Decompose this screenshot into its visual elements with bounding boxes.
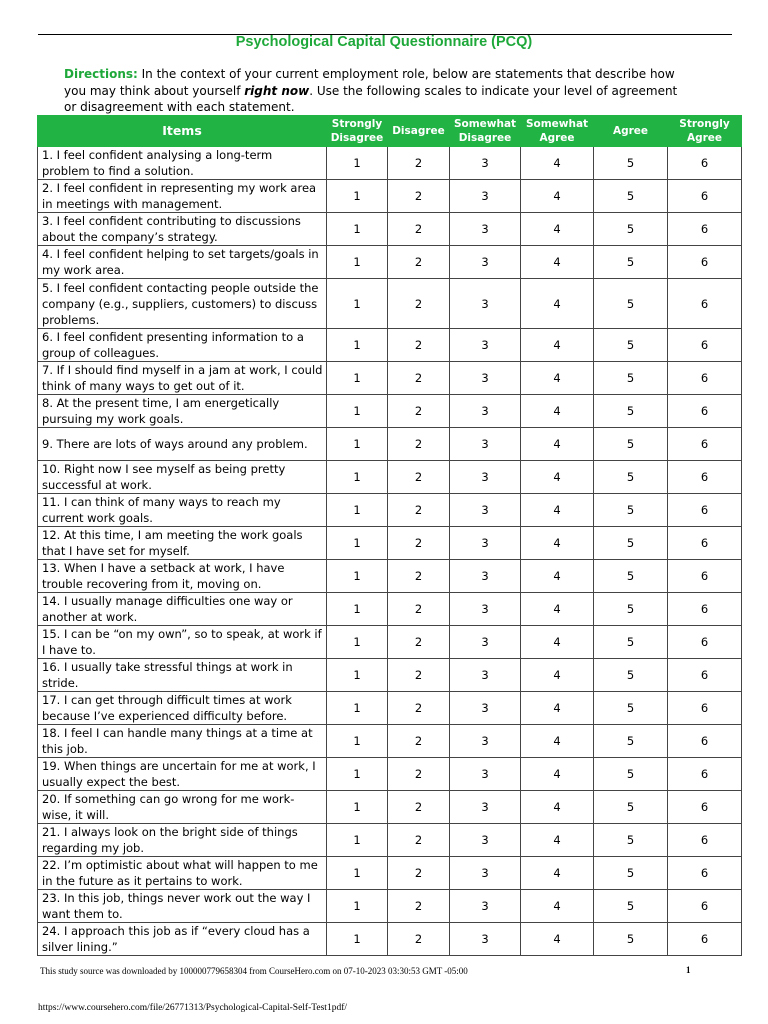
rating-option[interactable]: 2: [388, 593, 450, 626]
item-statement: 5. I feel confident contacting people outside the company (e.g., suppliers, customers) to discuss problems.: [38, 279, 327, 329]
rating-option[interactable]: 5: [594, 626, 668, 659]
table-row: [38, 279, 742, 329]
rating-option[interactable]: 6: [668, 560, 742, 593]
item-statement: 22. I’m optimistic about what will happen to me in the future as it pertains to work.: [38, 857, 327, 890]
directions-part2: . Use the following scales to indicate your level of agreement or disagreement with each statement.: [64, 83, 678, 114]
rating-option[interactable]: 4: [521, 626, 594, 659]
rating-option[interactable]: 4: [521, 279, 594, 329]
page-number: 1: [686, 965, 691, 975]
item-statement: 12. At this time, I am meeting the work goals that I have set for myself.: [38, 527, 327, 560]
rating-option[interactable]: 6: [668, 692, 742, 725]
rating-option[interactable]: 4: [521, 147, 594, 180]
rating-option[interactable]: 3: [450, 428, 521, 461]
rating-option[interactable]: 2: [388, 428, 450, 461]
rating-option[interactable]: 3: [450, 494, 521, 527]
rating-option[interactable]: 1: [327, 213, 388, 246]
table-row: [38, 362, 742, 395]
rating-option[interactable]: 4: [521, 923, 594, 956]
rating-option[interactable]: 5: [594, 494, 668, 527]
rating-option[interactable]: 4: [521, 791, 594, 824]
rating-option[interactable]: 1: [327, 395, 388, 428]
rating-option[interactable]: 3: [450, 725, 521, 758]
item-statement: 11. I can think of many ways to reach my current work goals.: [38, 494, 327, 527]
rating-option[interactable]: 3: [450, 791, 521, 824]
rating-option[interactable]: 3: [450, 395, 521, 428]
item-statement: 9. There are lots of ways around any problem.: [38, 428, 327, 461]
table-row: [38, 395, 742, 428]
rating-option[interactable]: 2: [388, 461, 450, 494]
item-statement: 17. I can get through difficult times at work because I’ve experienced difficulty before.: [38, 692, 327, 725]
rating-option[interactable]: 4: [521, 560, 594, 593]
rating-option[interactable]: 6: [668, 279, 742, 329]
rating-option[interactable]: 5: [594, 329, 668, 362]
rating-option[interactable]: 6: [668, 246, 742, 279]
rating-option[interactable]: 2: [388, 213, 450, 246]
download-source-note: This study source was downloaded by 100000779658304 from CourseHero.com on 07-10-2023 03:30:53 GMT -05:00: [40, 966, 468, 976]
rating-option[interactable]: 4: [521, 659, 594, 692]
rating-option[interactable]: 1: [327, 527, 388, 560]
table-row: [38, 791, 742, 824]
table-row: [38, 527, 742, 560]
rating-option[interactable]: 2: [388, 890, 450, 923]
scale-header-agree: Agree: [594, 116, 668, 147]
rating-option[interactable]: 6: [668, 593, 742, 626]
rating-option[interactable]: 4: [521, 725, 594, 758]
rating-option[interactable]: 4: [521, 461, 594, 494]
rating-option[interactable]: 4: [521, 329, 594, 362]
rating-option[interactable]: 1: [327, 692, 388, 725]
page-title: Psychological Capital Questionnaire (PCQ): [235, 34, 533, 50]
rating-option[interactable]: 3: [450, 890, 521, 923]
table-row: [38, 593, 742, 626]
rating-option[interactable]: 6: [668, 791, 742, 824]
table-header-row: [38, 116, 742, 147]
rating-option[interactable]: 1: [327, 791, 388, 824]
scale-header-somewhat-agree: Somewhat Agree: [521, 116, 594, 147]
table-row: [38, 180, 742, 213]
rating-option[interactable]: 6: [668, 362, 742, 395]
rating-option[interactable]: 1: [327, 824, 388, 857]
rating-option[interactable]: 5: [594, 180, 668, 213]
rating-option[interactable]: 2: [388, 791, 450, 824]
rating-option[interactable]: 6: [668, 890, 742, 923]
rating-option[interactable]: 2: [388, 527, 450, 560]
rating-option[interactable]: 3: [450, 824, 521, 857]
rating-option[interactable]: 5: [594, 279, 668, 329]
rating-option[interactable]: 5: [594, 824, 668, 857]
table-row: [38, 560, 742, 593]
items-column-header: Items: [38, 116, 327, 147]
table-row: [38, 147, 742, 180]
table-row: [38, 857, 742, 890]
table-row: [38, 213, 742, 246]
rating-option[interactable]: 3: [450, 593, 521, 626]
rating-option[interactable]: 5: [594, 527, 668, 560]
table-row: [38, 758, 742, 791]
rating-option[interactable]: 5: [594, 428, 668, 461]
rating-option[interactable]: 3: [450, 527, 521, 560]
item-statement: 23. In this job, things never work out the way I want them to.: [38, 890, 327, 923]
scale-header-somewhat-disagree: Somewhat Disagree: [450, 116, 521, 147]
rating-option[interactable]: 5: [594, 147, 668, 180]
rating-option[interactable]: 2: [388, 494, 450, 527]
rating-option[interactable]: 3: [450, 279, 521, 329]
rating-option[interactable]: 3: [450, 857, 521, 890]
rating-option[interactable]: 6: [668, 147, 742, 180]
rating-option[interactable]: 3: [450, 692, 521, 725]
rating-option[interactable]: 6: [668, 213, 742, 246]
table-row: [38, 428, 742, 461]
rating-option[interactable]: 5: [594, 857, 668, 890]
rating-option[interactable]: 1: [327, 246, 388, 279]
rating-option[interactable]: 1: [327, 147, 388, 180]
rating-option[interactable]: 4: [521, 527, 594, 560]
table-row: [38, 692, 742, 725]
rating-option[interactable]: 6: [668, 428, 742, 461]
rating-option[interactable]: 5: [594, 791, 668, 824]
rating-option[interactable]: 6: [668, 923, 742, 956]
item-statement: 20. If something can go wrong for me work-wise, it will.: [38, 791, 327, 824]
rating-option[interactable]: 4: [521, 593, 594, 626]
rating-option[interactable]: 2: [388, 857, 450, 890]
item-statement: 21. I always look on the bright side of things regarding my job.: [38, 824, 327, 857]
rating-option[interactable]: 5: [594, 659, 668, 692]
rating-option[interactable]: 3: [450, 461, 521, 494]
rating-option[interactable]: 4: [521, 494, 594, 527]
item-statement: 19. When things are uncertain for me at work, I usually expect the best.: [38, 758, 327, 791]
rating-option[interactable]: 3: [450, 758, 521, 791]
item-statement: 3. I feel confident contributing to discussions about the company’s strategy.: [38, 213, 327, 246]
rating-option[interactable]: 2: [388, 279, 450, 329]
rating-option[interactable]: 6: [668, 461, 742, 494]
rating-option[interactable]: 1: [327, 428, 388, 461]
item-statement: 18. I feel I can handle many things at a time at this job.: [38, 725, 327, 758]
rating-option[interactable]: 4: [521, 857, 594, 890]
rating-option[interactable]: 5: [594, 213, 668, 246]
rating-option[interactable]: 6: [668, 527, 742, 560]
rating-option[interactable]: 1: [327, 560, 388, 593]
rating-option[interactable]: 5: [594, 725, 668, 758]
rating-option[interactable]: 2: [388, 824, 450, 857]
rating-option[interactable]: 1: [327, 626, 388, 659]
rating-option[interactable]: 6: [668, 758, 742, 791]
rating-option[interactable]: 4: [521, 824, 594, 857]
rating-option[interactable]: 3: [450, 180, 521, 213]
rating-option[interactable]: 6: [668, 824, 742, 857]
rating-option[interactable]: 1: [327, 659, 388, 692]
scale-header-strongly-agree: Strongly Agree: [668, 116, 742, 147]
table-row: [38, 461, 742, 494]
rating-option[interactable]: 3: [450, 626, 521, 659]
rating-option[interactable]: 6: [668, 329, 742, 362]
rating-option[interactable]: 3: [450, 213, 521, 246]
rating-option[interactable]: 5: [594, 246, 668, 279]
rating-option[interactable]: 2: [388, 626, 450, 659]
item-statement: 13. When I have a setback at work, I have trouble recovering from it, moving on.: [38, 560, 327, 593]
rating-option[interactable]: 1: [327, 362, 388, 395]
rating-option[interactable]: 6: [668, 626, 742, 659]
rating-option[interactable]: 2: [388, 758, 450, 791]
scale-header-strongly-disagree: Strongly Disagree: [327, 116, 388, 147]
scale-header-disagree: Disagree: [388, 116, 450, 147]
rating-option[interactable]: 2: [388, 659, 450, 692]
rating-option[interactable]: 6: [668, 725, 742, 758]
item-statement: 8. At the present time, I am energetically pursuing my work goals.: [38, 395, 327, 428]
rating-option[interactable]: 3: [450, 147, 521, 180]
table-row: [38, 626, 742, 659]
item-statement: 24. I approach this job as if “every cloud has a silver lining.”: [38, 923, 327, 956]
rating-option[interactable]: 4: [521, 692, 594, 725]
rating-option[interactable]: 3: [450, 659, 521, 692]
rating-option[interactable]: 3: [450, 923, 521, 956]
directions-text: [64, 66, 684, 116]
table-row: [38, 494, 742, 527]
rating-option[interactable]: 4: [521, 180, 594, 213]
rating-option[interactable]: 3: [450, 362, 521, 395]
table-row: [38, 329, 742, 362]
item-statement: 14. I usually manage difficulties one way or another at work.: [38, 593, 327, 626]
directions-part1: In the context of your current employment role, below are statements that describe how you may think about yourself: [64, 67, 675, 98]
item-statement: 7. If I should find myself in a jam at work, I could think of many ways to get out of it.: [38, 362, 327, 395]
rating-option[interactable]: 5: [594, 890, 668, 923]
rating-option[interactable]: 5: [594, 560, 668, 593]
directions-emphasis: right now: [244, 83, 310, 98]
rating-option[interactable]: 1: [327, 461, 388, 494]
rating-option[interactable]: 3: [450, 560, 521, 593]
table-row: [38, 923, 742, 956]
rating-option[interactable]: 2: [388, 180, 450, 213]
rating-option[interactable]: 4: [521, 890, 594, 923]
rating-option[interactable]: 6: [668, 857, 742, 890]
item-statement: 4. I feel confident helping to set targets/goals in my work area.: [38, 246, 327, 279]
rating-option[interactable]: 1: [327, 279, 388, 329]
rating-option[interactable]: 6: [668, 659, 742, 692]
rating-option[interactable]: 5: [594, 362, 668, 395]
item-statement: 2. I feel confident in representing my work area in meetings with management.: [38, 180, 327, 213]
rating-option[interactable]: 2: [388, 560, 450, 593]
rating-option[interactable]: 5: [594, 461, 668, 494]
rating-option[interactable]: 5: [594, 758, 668, 791]
table-row: [38, 659, 742, 692]
rating-option[interactable]: 5: [594, 593, 668, 626]
rating-option[interactable]: 3: [450, 329, 521, 362]
rating-option[interactable]: 1: [327, 857, 388, 890]
rating-option[interactable]: 2: [388, 923, 450, 956]
rating-option[interactable]: 5: [594, 395, 668, 428]
page-url: https://www.coursehero.com/file/26771313/Psychological-Capital-Self-Test1pdf/: [38, 1003, 347, 1013]
rating-option[interactable]: 2: [388, 725, 450, 758]
pcq-table: [37, 115, 742, 956]
rating-option[interactable]: 4: [521, 213, 594, 246]
table-row: [38, 824, 742, 857]
rating-option[interactable]: 1: [327, 329, 388, 362]
rating-option[interactable]: 2: [388, 692, 450, 725]
rating-option[interactable]: 1: [327, 593, 388, 626]
rating-option[interactable]: 2: [388, 147, 450, 180]
rating-option[interactable]: 6: [668, 494, 742, 527]
rating-option[interactable]: 5: [594, 923, 668, 956]
rating-option[interactable]: 1: [327, 494, 388, 527]
rating-option[interactable]: 4: [521, 758, 594, 791]
rating-option[interactable]: 4: [521, 362, 594, 395]
item-statement: 10. Right now I see myself as being pretty successful at work.: [38, 461, 327, 494]
table-row: [38, 890, 742, 923]
rating-option[interactable]: 6: [668, 180, 742, 213]
rating-option[interactable]: 5: [594, 692, 668, 725]
rating-option[interactable]: 2: [388, 329, 450, 362]
item-statement: 16. I usually take stressful things at work in stride.: [38, 659, 327, 692]
rating-option[interactable]: 1: [327, 758, 388, 791]
rating-option[interactable]: 1: [327, 890, 388, 923]
directions-label: Directions:: [64, 67, 138, 81]
table-row: [38, 725, 742, 758]
table-row: [38, 246, 742, 279]
item-statement: 6. I feel confident presenting information to a group of colleagues.: [38, 329, 327, 362]
rating-option[interactable]: 2: [388, 362, 450, 395]
item-statement: 15. I can be “on my own”, so to speak, at work if I have to.: [38, 626, 327, 659]
rating-option[interactable]: 4: [521, 395, 594, 428]
rating-option[interactable]: 1: [327, 725, 388, 758]
rating-option[interactable]: 4: [521, 246, 594, 279]
rating-option[interactable]: 2: [388, 395, 450, 428]
item-statement: 1. I feel confident analysing a long-term problem to find a solution.: [38, 147, 327, 180]
rating-option[interactable]: 4: [521, 428, 594, 461]
rating-option[interactable]: 1: [327, 180, 388, 213]
rating-option[interactable]: 2: [388, 246, 450, 279]
rating-option[interactable]: 3: [450, 246, 521, 279]
rating-option[interactable]: 1: [327, 923, 388, 956]
rating-option[interactable]: 6: [668, 395, 742, 428]
